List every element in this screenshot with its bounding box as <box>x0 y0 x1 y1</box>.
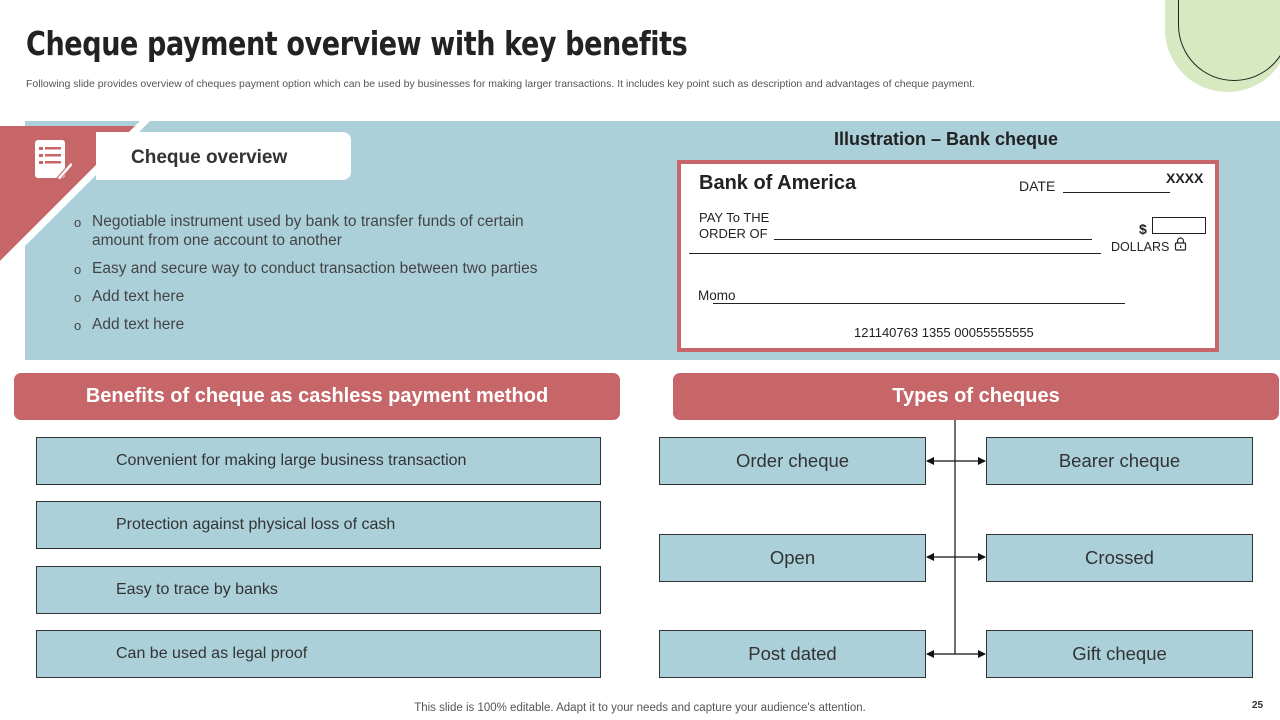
type-bearer-cheque: Bearer cheque <box>986 437 1253 485</box>
benefit-item <box>36 630 601 678</box>
pay-label: PAY To THE <box>699 210 770 225</box>
memo-label: Momo <box>698 288 736 303</box>
lock-icon <box>1174 237 1187 251</box>
type-crossed: Crossed <box>986 534 1253 582</box>
list-item <box>74 212 574 250</box>
memo-line <box>713 303 1125 304</box>
type-open: Open <box>659 534 926 582</box>
dollar-sign: $ <box>1139 221 1147 237</box>
payee-line <box>774 239 1092 240</box>
benefit-item <box>36 501 601 549</box>
dollars-label: DOLLARS <box>1111 240 1170 254</box>
overview-heading: Cheque overview <box>131 147 288 168</box>
benefit-text: Convenient for making large business transaction <box>116 452 467 469</box>
type-gift-cheque: Gift cheque <box>986 630 1253 678</box>
bullet-marker: o <box>74 290 82 305</box>
bullet-text: Add text here <box>92 288 185 305</box>
benefits-header: Benefits of cheque as cashless payment method <box>14 373 620 420</box>
types-connector <box>920 420 992 664</box>
type-order-cheque: Order cheque <box>659 437 926 485</box>
page-subtitle: Following slide provides overview of cheques payment option which can be used by businesses for making larger transactions. It includes key point such as description and advantages of cheque payment. <box>26 78 976 90</box>
page-title: Cheque payment overview with key benefits <box>26 24 688 63</box>
list-item <box>74 287 574 306</box>
bullet-marker: o <box>74 262 82 277</box>
illustration-title: Illustration – Bank cheque <box>833 129 1059 149</box>
document-checklist-icon <box>33 138 73 182</box>
benefit-text: Protection against physical loss of cash <box>116 516 396 533</box>
benefit-item <box>36 437 601 485</box>
bank-cheque-illustration <box>677 160 1219 352</box>
list-item <box>74 259 574 278</box>
order-of-label: ORDER OF <box>699 226 768 241</box>
amount-box <box>1152 217 1206 234</box>
bank-name: Bank of America <box>699 172 857 194</box>
bullet-marker: o <box>74 318 82 333</box>
type-post-dated: Post dated <box>659 630 926 678</box>
cheque-number: XXXX <box>1166 170 1204 186</box>
date-line <box>1063 192 1170 193</box>
overview-heading-tab <box>96 132 351 180</box>
benefit-item <box>36 566 601 614</box>
bullet-marker: o <box>74 215 82 230</box>
overview-bullet-list <box>74 212 574 343</box>
footer-note: This slide is 100% editable. Adapt it to your needs and capture your audience's attention. <box>414 702 866 714</box>
bullet-text: Easy and secure way to conduct transaction between two parties <box>92 260 538 277</box>
micr-line: 121140763 1355 00055555555 <box>854 325 1034 340</box>
amount-words-line <box>689 253 1101 254</box>
list-item <box>74 315 574 334</box>
page-number: 25 <box>1252 700 1264 711</box>
types-header: Types of cheques <box>673 373 1279 420</box>
date-label: DATE <box>1019 178 1056 194</box>
bullet-text: Negotiable instrument used by bank to transfer funds of certain amount from one account to another <box>92 213 524 249</box>
benefit-text: Easy to trace by banks <box>116 581 278 598</box>
bullet-text: Add text here <box>92 316 185 333</box>
benefit-text: Can be used as legal proof <box>116 645 308 662</box>
